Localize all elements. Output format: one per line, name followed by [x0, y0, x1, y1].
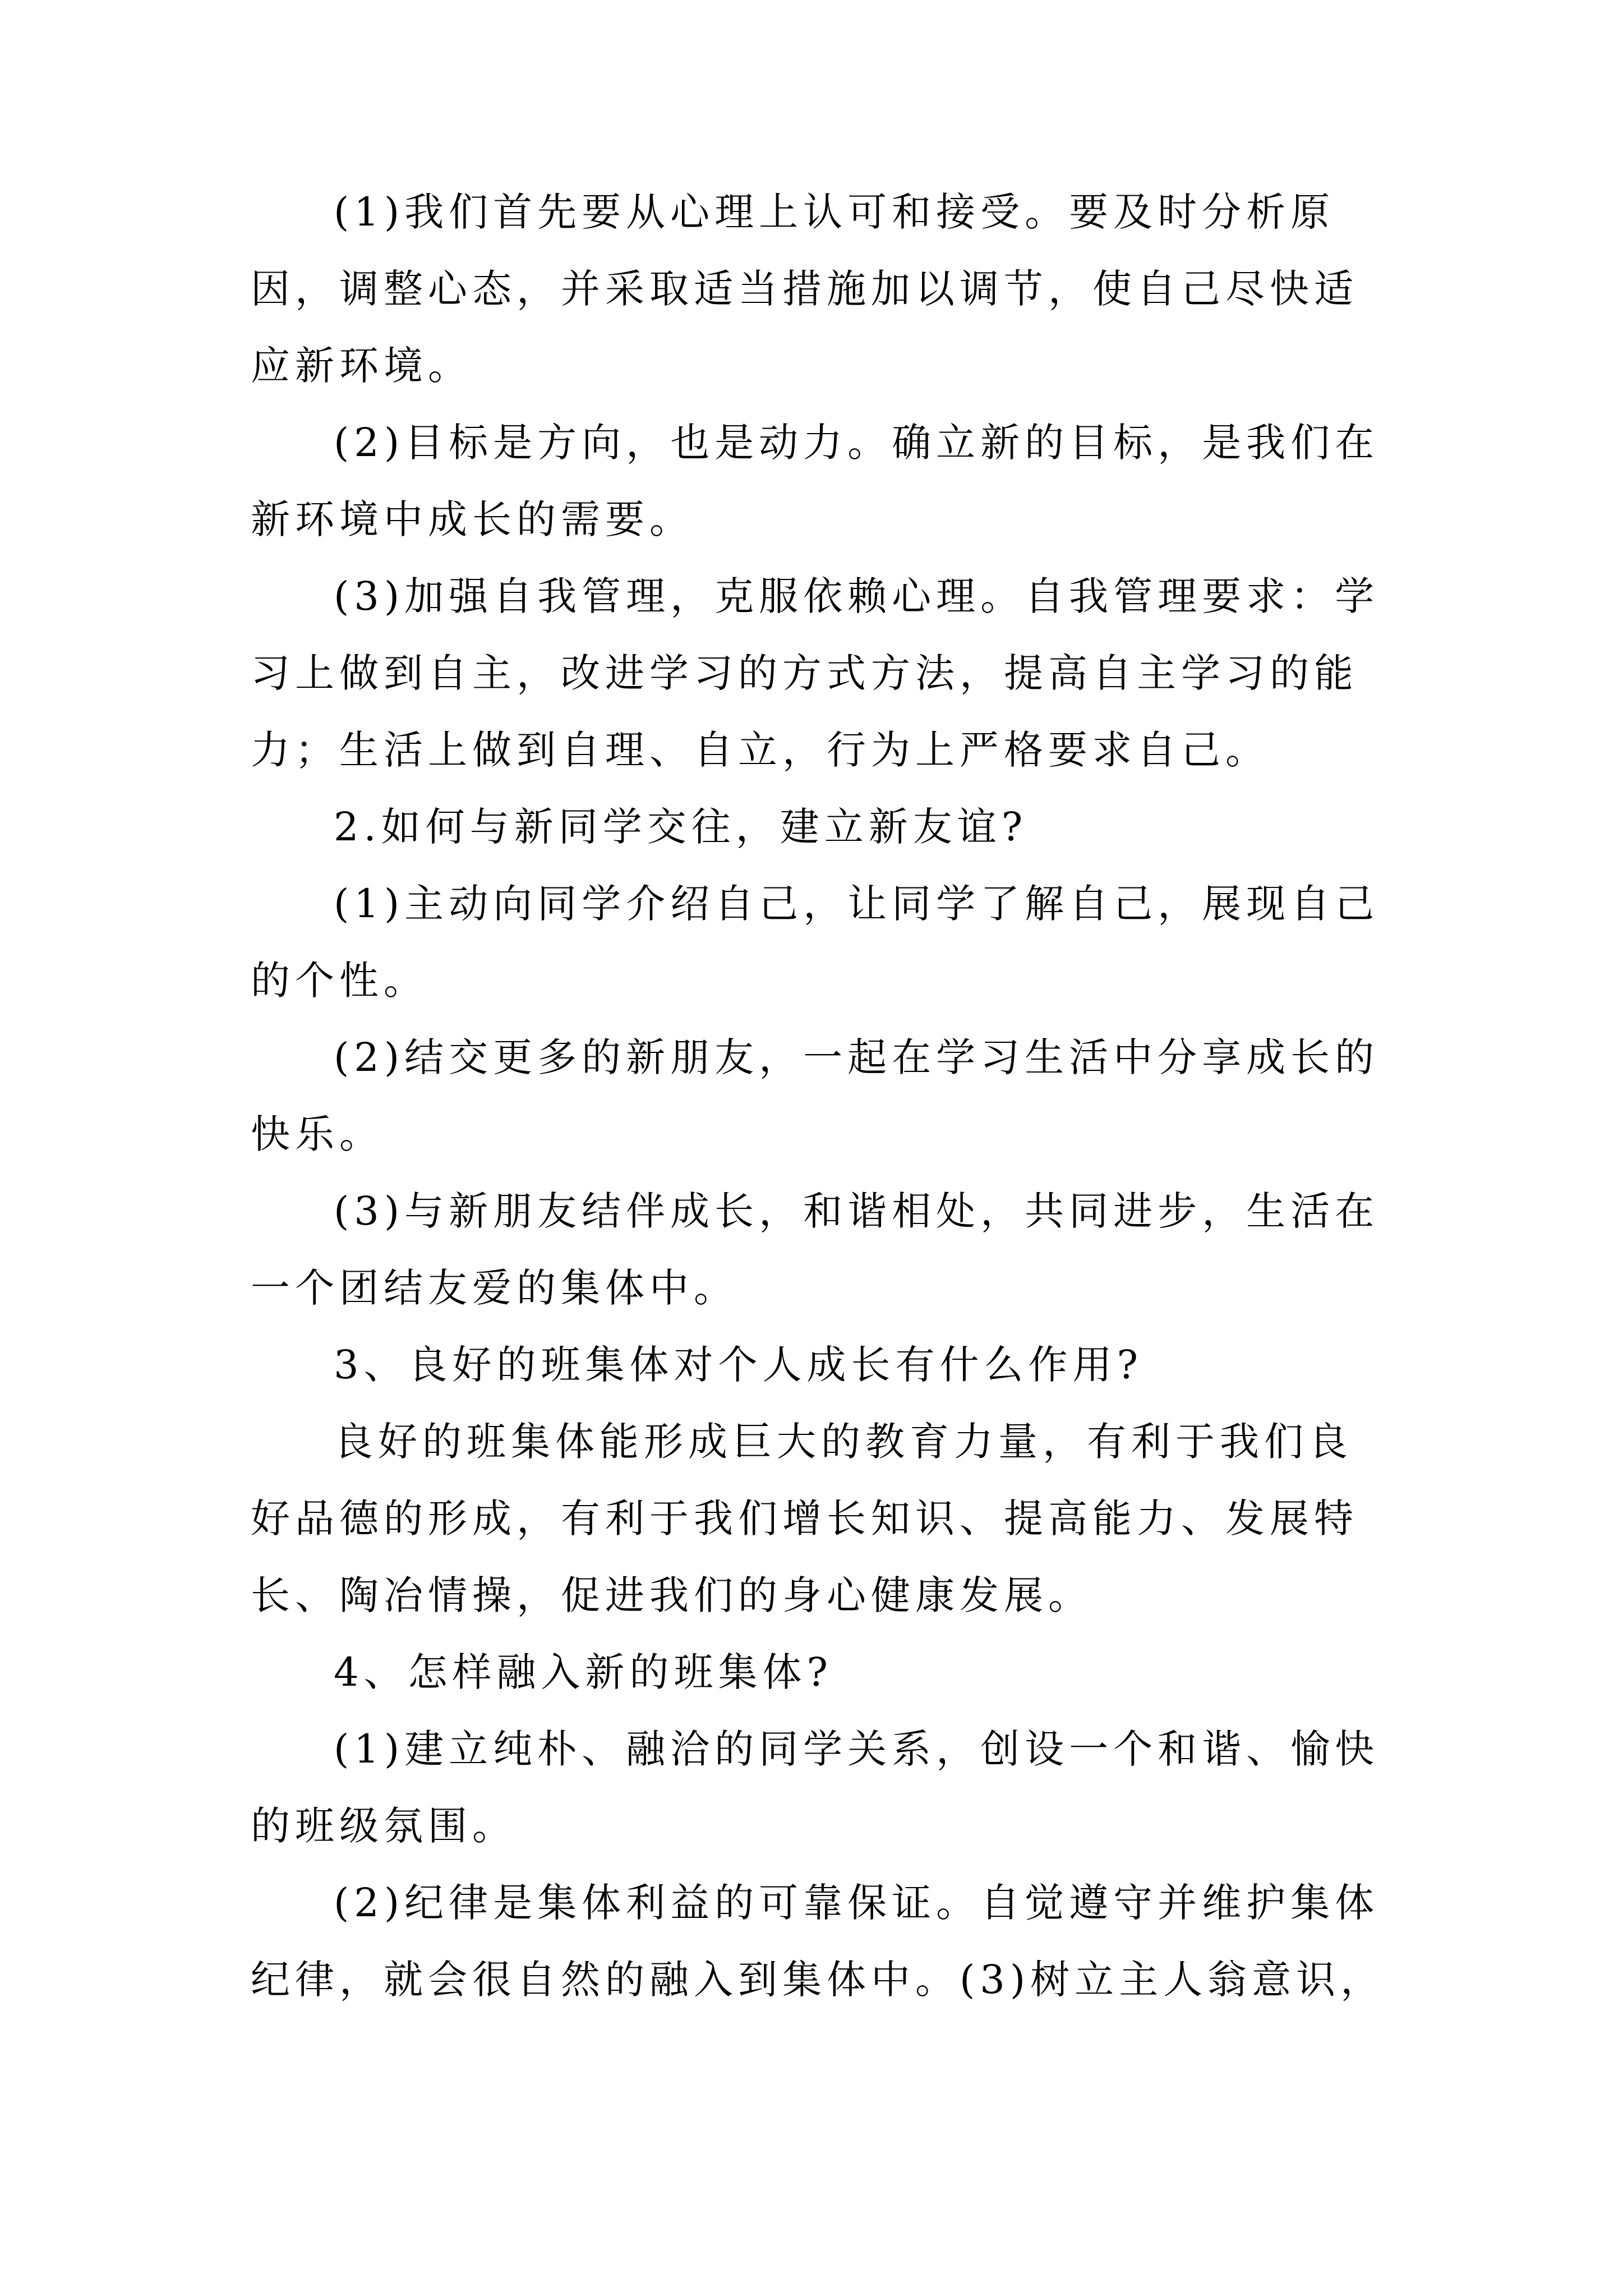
paragraph: (2)目标是方向，也是动力。确立新的目标，是我们在新环境中成长的需要。: [251, 420, 1380, 542]
section-question: 2.如何与新同学交往，建立新友谊?: [334, 804, 1028, 850]
section-question: 4、怎样融入新的班集体?: [334, 1649, 833, 1695]
paragraph: (1)我们首先要从心理上认可和接受。要及时分析原因，调整心态，并采取适当措施加以调节，使自己尽快适应新环境。: [251, 189, 1358, 389]
section-question: 3、良好的班集体对个人成长有什么作用?: [334, 1342, 1144, 1388]
paragraph: (1)建立纯朴、融洽的同学关系，创设一个和谐、愉快的班级氛围。: [251, 1726, 1380, 1849]
paragraph: (2)结交更多的新朋友，一起在学习生活中分享成长的快乐。: [251, 1034, 1380, 1157]
paragraph: (3)与新朋友结伴成长，和谐相处，共同进步，生活在一个团结友爱的集体中。: [251, 1188, 1380, 1311]
paragraph: (3)加强自我管理，克服依赖心理。自我管理要求：学习上做到自主，改进学习的方式方法，提高自主学习的能力；生活上做到自理、自立，行为上严格要求自己。: [251, 573, 1380, 773]
paragraph: (2)纪律是集体利益的可靠保证。自觉遵守并维护集体纪律，就会很自然的融入到集体中。(3)树立主人翁意识，: [251, 1880, 1385, 2003]
paragraph: 良好的班集体能形成巨大的教育力量，有利于我们良好品德的形成，有利于我们增长知识、提高能力、发展特长、陶冶情操，促进我们的身心健康发展。: [251, 1419, 1358, 1618]
document-body: [251, 174, 1395, 2018]
paragraph: (1)主动向同学介绍自己，让同学了解自己，展现自己的个性。: [251, 881, 1380, 1004]
